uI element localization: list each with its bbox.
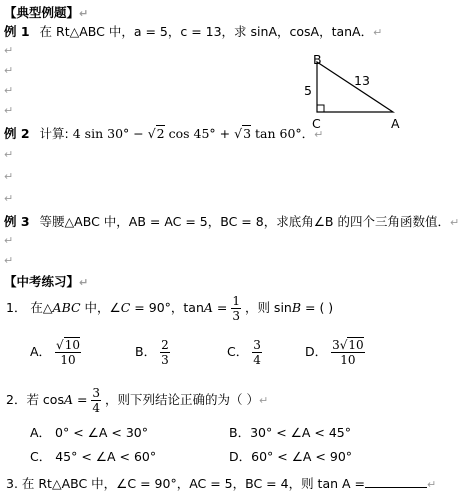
return-mark: ↵ — [4, 148, 14, 161]
return-mark: ↵ — [4, 170, 14, 183]
q1-option-a[interactable]: A． $\frac{√10}{10}$ — [30, 338, 80, 367]
return-mark: ↵ — [4, 234, 14, 247]
section-header-examples: 【典型例题】↵ — [4, 5, 89, 20]
return-mark: ↵ — [4, 104, 14, 117]
q1-option-d[interactable]: D． $\frac{3√10}{10}$ — [305, 338, 364, 367]
example-2-label: 例 2 — [4, 126, 30, 141]
example-2-expression: 4 sin 30° − √2 cos 45° + √3 tan 60°． — [72, 126, 315, 141]
question-3: 3. 在 Rt△ABC 中，∠C = 90°，AC = 5，BC = 4，则 tan A = ↵ — [6, 476, 437, 491]
example-1: 例 1 在 Rt△ABC 中，a = 5，c = 13，求 sinA，cosA，tanA．↵ — [4, 24, 383, 39]
answer-blank[interactable] — [365, 475, 427, 488]
section-header-practice: 【中考练习】↵ — [4, 274, 89, 289]
example-1-label: 例 1 — [4, 24, 30, 39]
return-mark: ↵ — [4, 254, 14, 267]
q2-fraction: $\frac{3}{4}$ — [92, 386, 101, 415]
q2-option-a[interactable]: A． 0° < ∠A < 30° — [30, 425, 148, 440]
q2-option-b[interactable]: B．30° < ∠A < 45° — [229, 425, 351, 440]
side-ab-label: 13 — [354, 73, 370, 88]
q1-option-b[interactable]: B． $\frac{2}{3}$ — [135, 338, 169, 367]
return-mark: ↵ — [4, 192, 14, 205]
example-3-label: 例 3 — [4, 214, 30, 229]
q1-option-c[interactable]: C． $\frac{3}{4}$ — [227, 338, 261, 367]
right-angle-mark — [317, 105, 324, 112]
q2-option-c[interactable]: C． 45° < ∠A < 60° — [30, 449, 157, 464]
question-1: 1． 在△ABC 中，∠C = 90°，tanA = $\frac{1}{3}$ ，则 sinB = ( ) — [6, 294, 334, 323]
return-mark: ↵ — [4, 64, 14, 77]
q1-fraction: $\frac{1}{3}$ — [232, 294, 240, 323]
q2-option-d[interactable]: D．60° < ∠A < 90° — [229, 449, 353, 464]
vertex-c-label: C — [312, 116, 321, 131]
example-3-text: 等腰△ABC 中，AB = AC = 5，BC = 8，求底角∠B 的四个三角函数值． — [39, 214, 450, 229]
side-bc-label: 5 — [304, 83, 312, 98]
example-2: 例 2 计算: 4 sin 30° − √2 cos 45° + √3 tan 60°．↵ — [4, 126, 324, 141]
example-1-text: 在 Rt△ABC 中，a = 5，c = 13，求 sinA，cosA，tanA． — [39, 24, 374, 39]
question-2: 2．若 cosA = $\frac{3}{4}$ ，则下列结论正确的为（ ）↵ — [6, 386, 269, 415]
return-mark: ↵ — [4, 84, 14, 97]
vertex-a-label: A — [391, 116, 400, 131]
example-3: 例 3 等腰△ABC 中，AB = AC = 5，BC = 8，求底角∠B 的四个三角函数值．↵ — [4, 214, 460, 229]
vertex-b-label: B — [313, 52, 322, 67]
return-mark: ↵ — [4, 44, 14, 57]
